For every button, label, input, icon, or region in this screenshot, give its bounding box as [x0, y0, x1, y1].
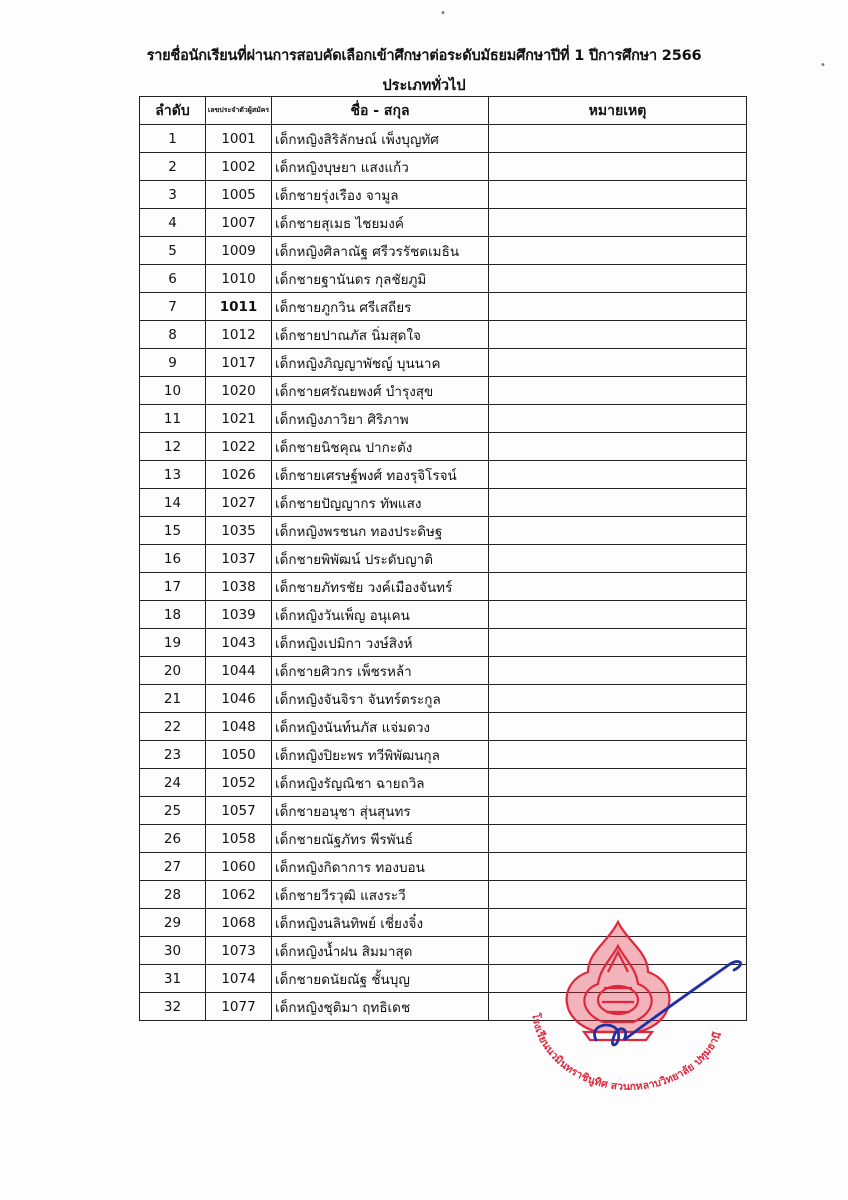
- applicant-id: 1038: [206, 573, 272, 601]
- row-number: 6: [140, 265, 206, 293]
- table-row: [140, 209, 747, 237]
- row-number: 8: [140, 321, 206, 349]
- student-name: เด็กหญิงน้ำฝน สิมมาสุด: [272, 937, 489, 965]
- student-name: เด็กหญิงศิลาณัฐ ศรีวรรัชตเมธิน: [272, 237, 489, 265]
- student-table: [139, 96, 747, 1021]
- student-name: เด็กหญิงพรชนก ทองประดิษฐ: [272, 517, 489, 545]
- table-row: [140, 713, 747, 741]
- table-row: [140, 461, 747, 489]
- applicant-id: 1012: [206, 321, 272, 349]
- student-name: เด็กหญิงรัญณิชา ฉายถวิล: [272, 769, 489, 797]
- student-name: เด็กชายฐานันดร กุลชัยภูมิ: [272, 265, 489, 293]
- remark: [489, 181, 747, 209]
- applicant-id: 1001: [206, 125, 272, 153]
- remark: [489, 237, 747, 265]
- scan-dot-top: •: [440, 8, 446, 19]
- table-row: [140, 293, 747, 321]
- row-number: 10: [140, 377, 206, 405]
- table-row: [140, 825, 747, 853]
- remark: [489, 545, 747, 573]
- remark: [489, 741, 747, 769]
- table-row: [140, 853, 747, 881]
- applicant-id: 1046: [206, 685, 272, 713]
- remark: [489, 657, 747, 685]
- student-name: เด็กหญิงนลินทิพย์ เชี่ยงจิ๋ง: [272, 909, 489, 937]
- row-number: 25: [140, 797, 206, 825]
- remark: [489, 349, 747, 377]
- remark: [489, 573, 747, 601]
- row-number: 12: [140, 433, 206, 461]
- student-name: เด็กชายณัฐภัทร พีรพันธ์: [272, 825, 489, 853]
- remark: [489, 797, 747, 825]
- applicant-id: 1058: [206, 825, 272, 853]
- remark: [489, 853, 747, 881]
- table-row: [140, 657, 747, 685]
- table-body: [140, 125, 747, 1021]
- remark: [489, 209, 747, 237]
- applicant-id: 1077: [206, 993, 272, 1021]
- applicant-id: 1010: [206, 265, 272, 293]
- document-subtitle: ประเภททั่วไป: [382, 78, 466, 94]
- school-seal-icon: [518, 912, 750, 1090]
- applicant-id: 1073: [206, 937, 272, 965]
- table-row: [140, 573, 747, 601]
- student-name: เด็กชายอนุชา สุ่นสุนทร: [272, 797, 489, 825]
- applicant-id: 1037: [206, 545, 272, 573]
- remark: [489, 517, 747, 545]
- table-row: [140, 321, 747, 349]
- applicant-id: 1068: [206, 909, 272, 937]
- remark: [489, 405, 747, 433]
- applicant-id: 1044: [206, 657, 272, 685]
- row-number: 31: [140, 965, 206, 993]
- applicant-id: 1009: [206, 237, 272, 265]
- column-header-applicant-id: เลขประจำตัวผู้สมัคร: [206, 97, 272, 125]
- remark: [489, 713, 747, 741]
- row-number: 2: [140, 153, 206, 181]
- row-number: 3: [140, 181, 206, 209]
- student-name: เด็กชายรุ่งเรือง จามูล: [272, 181, 489, 209]
- student-name: เด็กชายภัทรชัย วงค์เมืองจันทร์: [272, 573, 489, 601]
- row-number: 9: [140, 349, 206, 377]
- applicant-id: 1002: [206, 153, 272, 181]
- student-name: เด็กหญิงชุติมา ฤทธิเดช: [272, 993, 489, 1021]
- student-name: เด็กหญิงภาวิยา ศิริภาพ: [272, 405, 489, 433]
- table-row: [140, 265, 747, 293]
- table-row: [140, 601, 747, 629]
- column-header-no: ลำดับ: [140, 97, 206, 125]
- row-number: 23: [140, 741, 206, 769]
- applicant-id: 1017: [206, 349, 272, 377]
- applicant-id: 1026: [206, 461, 272, 489]
- remark: [489, 433, 747, 461]
- table-row: [140, 405, 747, 433]
- student-name: เด็กหญิงภิญญาพัชญ์ บุนนาค: [272, 349, 489, 377]
- table-row: [140, 377, 747, 405]
- row-number: 1: [140, 125, 206, 153]
- row-number: 5: [140, 237, 206, 265]
- applicant-id: 1035: [206, 517, 272, 545]
- applicant-id: 1052: [206, 769, 272, 797]
- student-name: เด็กชายนิชคุณ ปากะตัง: [272, 433, 489, 461]
- column-header-name: ชื่อ - สกุล: [272, 97, 489, 125]
- remark: [489, 321, 747, 349]
- row-number: 27: [140, 853, 206, 881]
- applicant-id: 1005: [206, 181, 272, 209]
- row-number: 17: [140, 573, 206, 601]
- applicant-id: 1021: [206, 405, 272, 433]
- document-title: รายชื่อนักเรียนที่ผ่านการสอบคัดเลือกเข้าศึกษาต่อระดับมัธยมศึกษาปีที่ 1 ปีการศึกษา 2566: [146, 48, 702, 64]
- row-number: 14: [140, 489, 206, 517]
- row-number: 22: [140, 713, 206, 741]
- student-name: เด็กชายปาณภัส นิ่มสุดใจ: [272, 321, 489, 349]
- row-number: 15: [140, 517, 206, 545]
- applicant-id: 1011: [206, 293, 272, 321]
- row-number: 28: [140, 881, 206, 909]
- row-number: 32: [140, 993, 206, 1021]
- table-row: [140, 433, 747, 461]
- table-row: [140, 545, 747, 573]
- applicant-id: 1057: [206, 797, 272, 825]
- table-row: [140, 741, 747, 769]
- remark: [489, 685, 747, 713]
- remark: [489, 377, 747, 405]
- applicant-id: 1007: [206, 209, 272, 237]
- applicant-id: 1022: [206, 433, 272, 461]
- applicant-id: 1027: [206, 489, 272, 517]
- student-name: เด็กชายเศรษฐ์พงศ์ ทองรุจิโรจน์: [272, 461, 489, 489]
- table-row: [140, 685, 747, 713]
- student-name: เด็กชายศรัณยพงศ์ บำรุงสุข: [272, 377, 489, 405]
- table-row: [140, 125, 747, 153]
- remark: [489, 461, 747, 489]
- student-name: เด็กหญิงเปมิกา วงษ์สิงห์: [272, 629, 489, 657]
- row-number: 7: [140, 293, 206, 321]
- applicant-id: 1048: [206, 713, 272, 741]
- remark: [489, 629, 747, 657]
- applicant-id: 1074: [206, 965, 272, 993]
- scan-dot-right: •: [820, 60, 826, 71]
- student-name: เด็กหญิงปิยะพร ทวีพิพัฒนกุล: [272, 741, 489, 769]
- student-name: เด็กหญิงบุษยา แสงแก้ว: [272, 153, 489, 181]
- table-row: [140, 629, 747, 657]
- remark: [489, 825, 747, 853]
- seal-text: โรงเรียนนวมินทราชินูทิศ สวนกุหลาบวิทยาลัย ปทุมธานี: [529, 1012, 724, 1090]
- student-name: เด็กหญิงกิดาการ ทองบอน: [272, 853, 489, 881]
- row-number: 20: [140, 657, 206, 685]
- student-name: เด็กชายสุเมธ ไชยมงค์: [272, 209, 489, 237]
- student-name: เด็กหญิงจันจิรา จันทร์ตระกูล: [272, 685, 489, 713]
- remark: [489, 601, 747, 629]
- row-number: 19: [140, 629, 206, 657]
- remark: [489, 153, 747, 181]
- applicant-id: 1039: [206, 601, 272, 629]
- row-number: 26: [140, 825, 206, 853]
- table-row: [140, 237, 747, 265]
- row-number: 30: [140, 937, 206, 965]
- table-row: [140, 769, 747, 797]
- student-name: เด็กชายพิพัฒน์ ประดับญาติ: [272, 545, 489, 573]
- remark: [489, 881, 747, 909]
- student-name: เด็กชายวีรวุฒิ แสงระวี: [272, 881, 489, 909]
- row-number: 29: [140, 909, 206, 937]
- row-number: 21: [140, 685, 206, 713]
- table-row: [140, 797, 747, 825]
- remark: [489, 489, 747, 517]
- table-row: [140, 881, 747, 909]
- column-header-remark: หมายเหตุ: [489, 97, 747, 125]
- school-seal-stamp: [518, 912, 750, 1090]
- student-name: เด็กชายดนัยณัฐ ชั้นบุญ: [272, 965, 489, 993]
- student-name: เด็กหญิงวันเพ็ญ อนุเคน: [272, 601, 489, 629]
- table-row: [140, 517, 747, 545]
- row-number: 4: [140, 209, 206, 237]
- applicant-id: 1060: [206, 853, 272, 881]
- table-row: [140, 153, 747, 181]
- student-name: เด็กชายศิวกร เพ็ชรหล้า: [272, 657, 489, 685]
- table-row: [140, 181, 747, 209]
- table-header-row: [140, 97, 747, 125]
- applicant-id: 1020: [206, 377, 272, 405]
- applicant-id: 1050: [206, 741, 272, 769]
- student-name: เด็กชายปัญญากร ทัพแสง: [272, 489, 489, 517]
- remark: [489, 769, 747, 797]
- row-number: 24: [140, 769, 206, 797]
- row-number: 13: [140, 461, 206, 489]
- remark: [489, 265, 747, 293]
- row-number: 11: [140, 405, 206, 433]
- student-name: เด็กหญิงสิริลักษณ์ เพ็งบุญทัศ: [272, 125, 489, 153]
- row-number: 16: [140, 545, 206, 573]
- applicant-id: 1062: [206, 881, 272, 909]
- student-name: เด็กชายภูกวิน ศรีเสถียร: [272, 293, 489, 321]
- table-row: [140, 349, 747, 377]
- applicant-id: 1043: [206, 629, 272, 657]
- student-name: เด็กหญิงนันท์นภัส แจ่มดวง: [272, 713, 489, 741]
- remark: [489, 125, 747, 153]
- table-row: [140, 489, 747, 517]
- row-number: 18: [140, 601, 206, 629]
- remark: [489, 293, 747, 321]
